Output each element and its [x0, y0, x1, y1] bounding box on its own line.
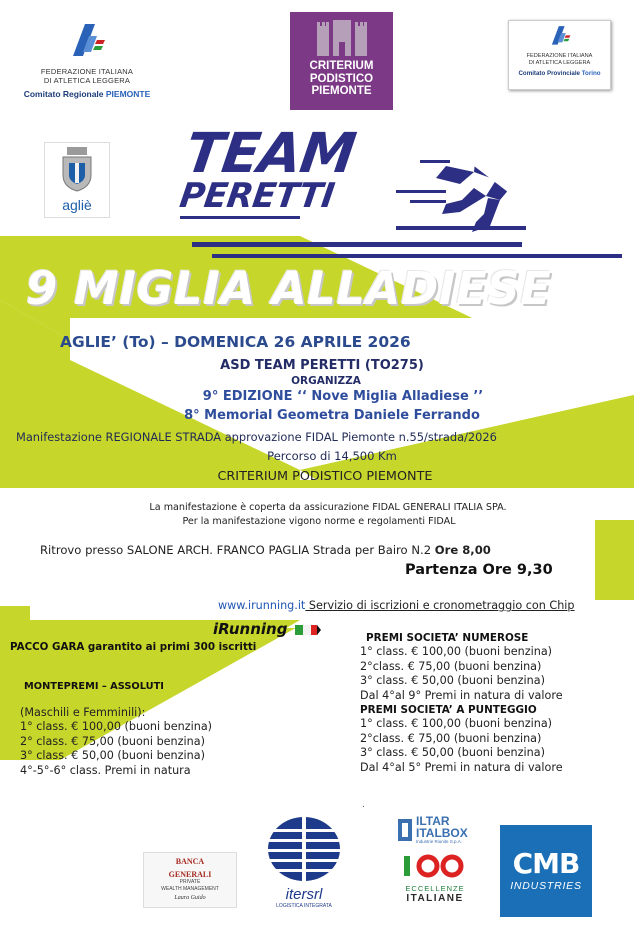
memorial-line: 8° Memorial Geometra Daniele Ferrando	[184, 408, 480, 423]
fidal-name-line1: FEDERAZIONE ITALIANA	[40, 67, 134, 76]
aglie-logo	[44, 142, 110, 218]
lime-left-strip	[0, 606, 30, 628]
ritrovo-time: Ore 8,00	[434, 543, 491, 557]
criterium-line1: CRITERIUM	[309, 60, 374, 72]
event-date-line: AGLIE’ (To) – DOMENICA 26 APRILE 2026	[60, 333, 411, 351]
banca-signature: Laura Guido	[174, 895, 206, 901]
eccellenze-line2: ITALIANE	[406, 893, 464, 904]
team-title: TEAM	[181, 121, 359, 185]
fidal-regionale-logo	[22, 22, 152, 118]
itersrl-logo	[258, 815, 350, 915]
decorative-dot: .	[362, 800, 365, 810]
cmb-industries-logo	[500, 825, 592, 917]
list-item: 3° class. € 50,00 (buoni benzina)	[20, 749, 205, 763]
itersrl-globe-icon	[258, 815, 350, 883]
banca-line3: PRIVATE	[179, 879, 201, 885]
list-item: 2°class. € 75,00 (buoni benzina)	[360, 659, 542, 673]
fidal-prov-name-line2: DI ATLETICA LEGGERA	[528, 60, 591, 66]
irunning-logo-text: iRunning	[213, 620, 288, 638]
eccellenze-line1: ECCELLENZE	[405, 884, 465, 893]
montepremi-title: MONTEPREMI – ASSOLUTI	[24, 681, 164, 692]
list-item: 3° class. € 50,00 (buoni benzina)	[360, 674, 545, 688]
speed-line-2	[212, 254, 622, 258]
fidal-mark-icon	[547, 25, 573, 47]
list-item: Dal 4°al 9° Premi in natura di valore	[360, 688, 563, 702]
list-item: 4°-5°-6° class. Premi in natura	[20, 763, 191, 777]
partenza-line: Partenza Ore 9,30	[405, 562, 553, 578]
eccellenze-100-icon	[396, 852, 474, 880]
fidal-comitato-label: Comitato Regionale	[23, 89, 104, 99]
speed-line-4	[180, 216, 300, 219]
banca-sub: WEALTH MANAGEMENT	[161, 886, 219, 892]
aglie-text: agliè	[62, 197, 92, 213]
ritrovo-text: Ritrovo presso SALONE ARCH. FRANCO PAGLIA Strada per Bairo N.2	[40, 543, 435, 557]
list-item: 2°class. € 75,00 (buoni benzina)	[360, 731, 542, 745]
fidal-prov-comitato-label: Comitato Provinciale	[518, 70, 580, 77]
banca-generali-logo	[143, 852, 237, 908]
assoluti-list	[20, 706, 212, 778]
premi-societa	[360, 631, 563, 775]
peretti-title: PERETTI	[177, 176, 337, 216]
iltar-line2: ITALBOX	[416, 826, 468, 840]
iltar-italbox-logo	[396, 815, 474, 851]
criterium-line3: PIEMONTE	[311, 85, 372, 97]
list-item: 3° class. € 50,00 (buoni benzina)	[360, 746, 545, 760]
fidal-region: PIEMONTE	[105, 89, 151, 99]
fidal-mark-icon	[67, 22, 107, 60]
fidal-provinciale-logo	[508, 20, 611, 90]
italian-flag-icon	[295, 625, 321, 635]
criterium-line: CRITERIUM PODISTICO PIEMONTE	[217, 469, 433, 484]
cmb-line1: CMB	[512, 847, 580, 880]
numerose-title: PREMI SOCIETA’ NUMEROSE	[366, 632, 529, 644]
list-item: (Maschili e Femminili):	[20, 706, 146, 719]
irunning-line	[218, 599, 575, 612]
pacco-gara: PACCO GARA garantito ai primi 300 iscritti	[10, 641, 257, 653]
fidal-comitato	[22, 89, 152, 99]
coat-of-arms-icon	[57, 147, 97, 193]
edizione-line: 9° EDIZIONE ‘‘ Nove Miglia Alladiese ’’	[202, 389, 484, 404]
event-title: 9 MIGLIA ALLADIESE	[26, 262, 552, 315]
fidal-prov-comitato	[509, 70, 610, 77]
list-item: Dal 4°al 5° Premi in natura di valore	[360, 760, 563, 774]
iltar-sub: Industrie Riunite S.p.A.	[416, 839, 463, 844]
organizer-line: ASD TEAM PERETTI (TO275)	[220, 358, 424, 373]
punteggio-title: PREMI SOCIETA’ A PUNTEGGIO	[360, 704, 537, 717]
insurance-line-2: Per la manifestazione vigono norme e regolamenti FIDAL	[182, 516, 456, 527]
organizza-line: ORGANIZZA	[291, 375, 361, 387]
list-item: 1° class. € 100,00 (buoni benzina)	[360, 717, 553, 731]
fidal-name-line2: DI ATLETICA LEGGERA	[43, 76, 131, 85]
list-item: 1° class. € 100,00 (buoni benzina)	[360, 645, 553, 659]
list-item: 2° class. € 75,00 (buoni benzina)	[20, 734, 205, 748]
irunning-service: Servizio di iscrizioni e cronometraggio con Chip	[305, 599, 575, 612]
manifestazione-line: Manifestazione REGIONALE STRADA approvazione FIDAL Piemonte n.55/strada/2026	[16, 430, 497, 444]
fidal-prov-name-line1: FEDERAZIONE ITALIANA	[526, 53, 593, 59]
iltar-line1: ILTAR	[416, 814, 450, 828]
itersrl-sub: LOGISTICA INTEGRATA	[276, 903, 332, 909]
irunning-logo	[213, 620, 321, 638]
insurance-line-1: La manifestazione è coperta da assicurazione FIDAL GENERALI ITALIA SPA.	[149, 502, 507, 513]
banca-line2: GENERALI	[168, 870, 212, 879]
list-item: 1° class. € 100,00 (buoni benzina)	[20, 720, 213, 734]
criterium-logo	[290, 12, 393, 110]
irunning-link[interactable]: www.irunning.it	[218, 599, 306, 612]
itersrl-text: itersrl	[285, 886, 323, 903]
lime-right-strip	[595, 520, 634, 600]
fidal-prov-city: Torino	[581, 70, 601, 77]
ritrovo-line	[40, 543, 634, 557]
iltar-mark-icon	[396, 817, 414, 843]
banca-line1: BANCA	[175, 857, 205, 866]
eccellenze-italiane-logo	[396, 852, 474, 912]
percorso-line: Percorso di 14,500 Km	[267, 449, 397, 463]
criterium-line2: PODISTICO	[309, 72, 374, 85]
castle-towers-icon	[311, 18, 373, 56]
speed-line-3	[396, 226, 526, 230]
speed-line-1	[192, 242, 522, 247]
cmb-line2: INDUSTRIES	[510, 880, 582, 892]
